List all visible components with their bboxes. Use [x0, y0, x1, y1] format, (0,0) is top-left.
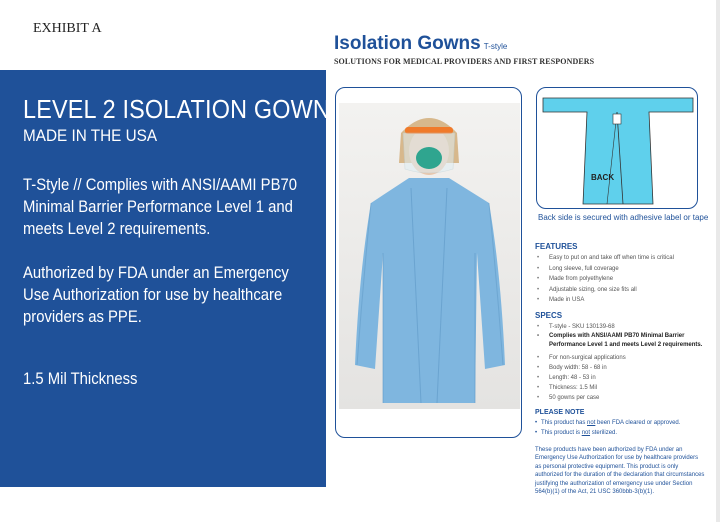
specs-list — [535, 322, 710, 403]
spec-sku: • T-style - SKU 130139-68 — [535, 322, 710, 332]
spec-item: • Thickness: 1.5 Mil — [535, 383, 710, 393]
spec-column — [535, 242, 710, 497]
specs-section — [535, 311, 710, 403]
feature-item: • Long sleeve, full coverage — [535, 264, 710, 275]
brochure-title-text: Isolation Gowns — [334, 33, 481, 54]
spec-item: • Length: 48 - 53 in — [535, 373, 710, 383]
exhibit-label: EXHIBIT A — [33, 21, 102, 36]
spec-compliance: • Complies with ANSI/AAMI PB70 Minimal Barrier Performance Level 1 and meets Level 2 requirements. — [535, 332, 710, 350]
panel-subtitle: MADE IN THE USA — [23, 126, 158, 145]
page-edge — [716, 0, 720, 522]
features-heading: FEATURES — [535, 242, 578, 251]
specs-heading: SPECS — [535, 310, 563, 320]
spec-item: • For non-surgical applications — [535, 353, 710, 363]
gown-back-diagram — [537, 88, 698, 209]
feature-item: • Made in USA — [535, 295, 710, 306]
features-list — [535, 253, 710, 306]
authorization-text: These products have been authorized by FDA under an Emergency Use Authorization for use by healthcare providers as personal protective equipment. This product is only authorized for the duration of the declaration that circumstances justifying the authorization of emergency use under Section 564(b)(1) of the Act, 21 USC 360bbb-3(b)(1). — [535, 446, 705, 496]
gown-back-diagram-frame — [536, 87, 698, 209]
product-photo — [339, 103, 520, 409]
brochure-title-style: T-style — [483, 42, 508, 51]
gown-wearer-illustration — [339, 103, 520, 409]
product-photo-frame — [335, 87, 522, 438]
compliance-paragraph: T-Style // Complies with ANSI/AAMI PB70 Minimal Barrier Performance Level 1 and meets Level 2 requirements. — [23, 176, 297, 238]
spec-item: • Body width: 58 - 68 in — [535, 363, 710, 373]
left-panel — [0, 70, 330, 487]
feature-item: • Made from polyethylene — [535, 274, 710, 285]
brochure-title — [334, 33, 507, 55]
fda-paragraph: Authorized by FDA under an Emergency Use Authorization for use by healthcare providers as PPE. — [23, 264, 289, 326]
thickness-text: 1.5 Mil Thickness — [23, 370, 138, 388]
note-section — [535, 409, 710, 438]
panel-title: LEVEL 2 ISOLATION GOWN — [23, 94, 330, 124]
feature-item: • Adjustable sizing, one size fits all — [535, 285, 710, 296]
note-item: • This product has not been FDA cleared or approved. — [535, 419, 710, 428]
note-item: • This product is not sterilized. — [535, 429, 710, 438]
brochure-subtitle: SOLUTIONS FOR MEDICAL PROVIDERS AND FIRST RESPONDERS — [334, 57, 595, 66]
diagram-back-label: BACK — [591, 173, 615, 182]
diagram-caption: Back side is secured with adhesive label or tape — [538, 213, 709, 222]
brochure-page — [326, 0, 720, 522]
note-heading: PLEASE NOTE — [535, 408, 585, 416]
spec-item: • 50 gowns per case — [535, 393, 710, 403]
feature-item: • Easy to put on and take off when time is critical — [535, 253, 710, 264]
note-list — [535, 419, 710, 438]
